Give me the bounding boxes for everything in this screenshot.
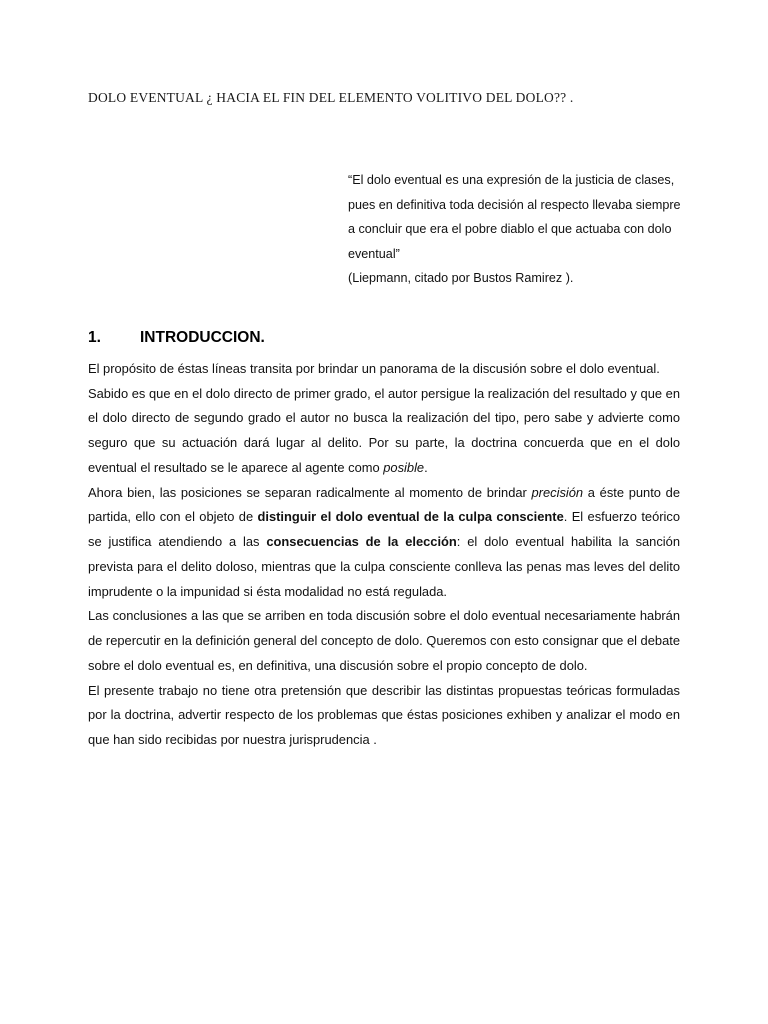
paragraph-3-bold-b: consecuencias de la elección [266,534,457,550]
paragraph-3-bold-a: distinguir el dolo eventual de la culpa consciente [257,509,564,525]
paragraph-3-text-b: a éste punto de partida, ello con el objeto de [88,484,680,525]
section-title: INTRODUCCION. [140,328,265,346]
paragraph-5: El presente trabajo no tiene otra pretensión que describir las distintas propuestas teóricas formuladas por la doctrina, advertir respecto de los problemas que éstas posiciones exhiben y analizar el modo en que han sido recibidas por nuestra jurisprudencia . [88,682,680,748]
epigraph-block [348,168,688,291]
paragraph-2-tail: . [424,459,428,475]
document-title: DOLO EVENTUAL ¿ HACIA EL FIN DEL ELEMENTO VOLITIVO DEL DOLO?? . [88,90,574,105]
paragraph-2 [88,382,680,481]
paragraph-3 [88,481,680,605]
epigraph-attribution: (Liepmann, citado por Bustos Ramirez ). [348,271,574,286]
section-heading [88,329,680,347]
paragraph-1: El propósito de éstas líneas transita por brindar un panorama de la discusión sobre el dolo eventual. [88,360,660,376]
epigraph-quote: “El dolo eventual es una expresión de la justicia de clases, pues en definitiva toda decisión al respecto llevaba siempre a concluir que era el pobre diablo el que actuaba con dolo eventual” [348,173,681,261]
paragraph-2-emphasis: posible [383,459,425,475]
paragraph-3-text-c: . El esfuerzo teórico se justifica atendiendo a las [88,509,681,550]
paragraph-3-text-d: : el dolo eventual habilita la sanción prevista para el delito doloso, mientras que la culpa consciente conlleva las penas mas leves del delito imprudente o la impunidad si ésta modalidad no está regulada. [88,534,681,599]
paragraph-3-emphasis: precisión [531,484,584,500]
paragraph-2-text: Sabido es que en el dolo directo de primer grado, el autor persigue la realización del resultado y que en el dolo directo de segundo grado el autor no busca la realización del tipo, pero sabe y advierte como seguro que su actuación dará lugar al delito. Por su parte, la doctrina concuerda que en el dolo eventual el resultado se le aparece al agente como [88,385,680,475]
section-number: 1. [88,328,101,346]
paragraph-4: Las conclusiones a las que se arriben en toda discusión sobre el dolo eventual necesariamente habrán de repercutir en la definición general del concepto de dolo. Queremos con esto consignar que el debate sobre el dolo eventual es, en definitiva, una discusión sobre el propio concepto de dolo. [88,608,680,673]
paragraph-3-text-a: Ahora bien, las posiciones se separan radicalmente al momento de brindar [88,484,532,500]
